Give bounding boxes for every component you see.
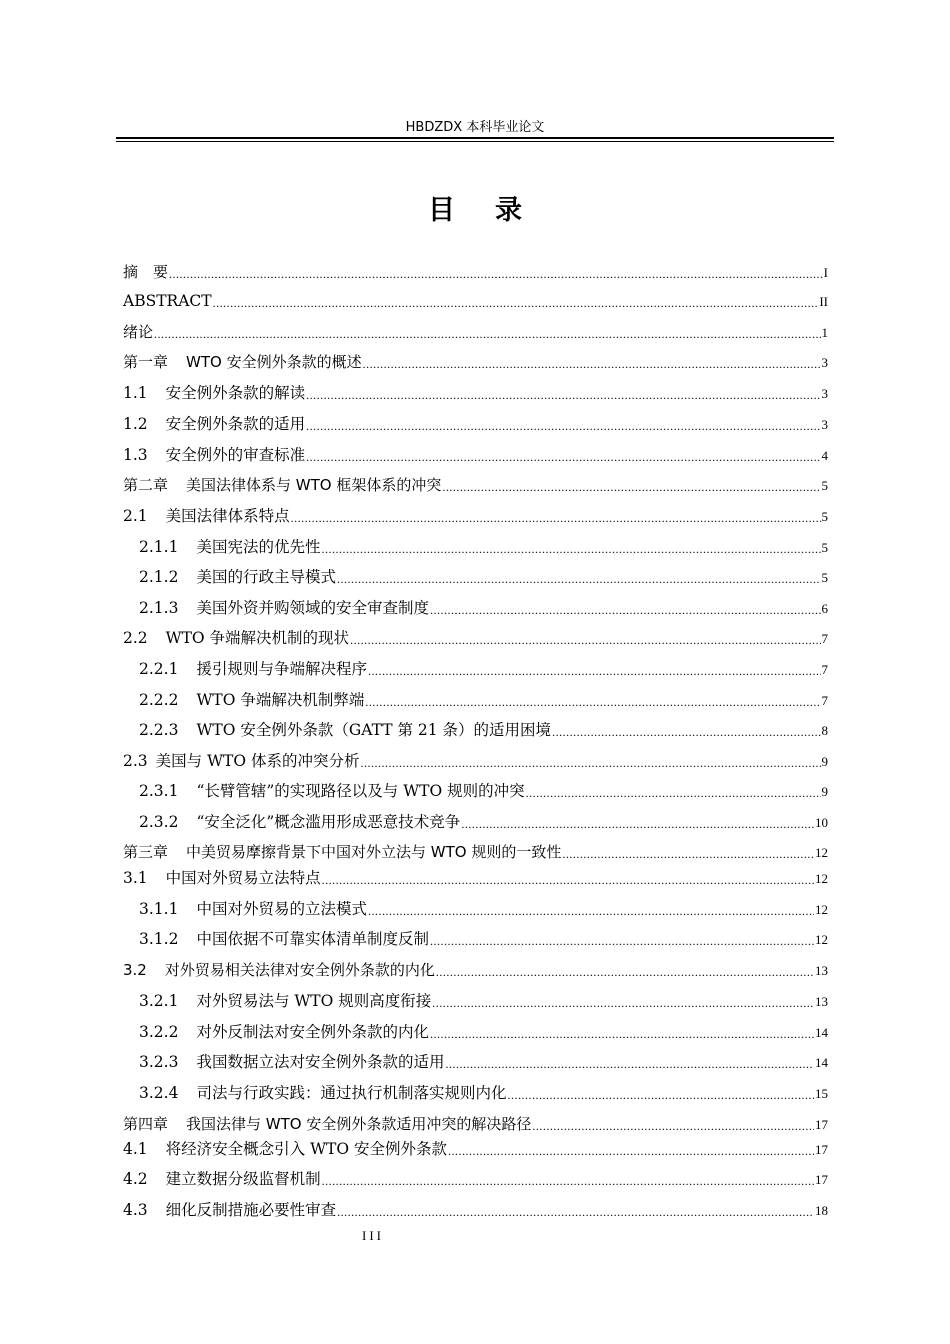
toc-entry[interactable] bbox=[139, 771, 828, 801]
toc-entry-number: 第二章 bbox=[123, 476, 169, 494]
dot-leader bbox=[169, 266, 823, 282]
toc-entry-number: 2.1.1 bbox=[139, 538, 179, 556]
toc-entry-number: 3.1 bbox=[123, 869, 148, 887]
toc-entry-page: 3 bbox=[821, 355, 828, 370]
toc-entry[interactable] bbox=[139, 1012, 828, 1042]
header-rule-thin bbox=[116, 141, 834, 142]
toc-entry-title: WTO 争端解决机制的现状 bbox=[165, 629, 350, 647]
toc-entry-number: 第四章 bbox=[123, 1115, 169, 1133]
toc-entry[interactable] bbox=[139, 1042, 828, 1072]
toc-entry-page: 1 bbox=[821, 325, 828, 340]
toc-entry[interactable] bbox=[123, 496, 828, 526]
toc-entry[interactable] bbox=[139, 981, 828, 1011]
toc-title: 目录 bbox=[428, 195, 562, 226]
dot-leader bbox=[430, 602, 821, 618]
dot-leader bbox=[430, 1026, 814, 1042]
toc-entry-number: 3.2.3 bbox=[139, 1053, 179, 1071]
toc-entry-number: 2.1.3 bbox=[139, 599, 179, 617]
toc-entry[interactable] bbox=[123, 252, 828, 282]
toc-entry[interactable] bbox=[123, 618, 828, 648]
toc-entry-title: 建立数据分级监督机制 bbox=[165, 1170, 321, 1188]
dot-leader bbox=[507, 1087, 814, 1103]
toc-entry[interactable] bbox=[123, 741, 828, 771]
dot-leader bbox=[321, 541, 820, 557]
dot-leader bbox=[430, 933, 814, 949]
toc-entry-page: 5 bbox=[821, 540, 828, 555]
dot-leader bbox=[461, 816, 814, 832]
toc-entry-title: WTO 安全例外条款（GATT 第 21 条）的适用困境 bbox=[196, 721, 552, 739]
header-rule-thick bbox=[116, 137, 834, 139]
toc-entry[interactable] bbox=[139, 557, 828, 587]
dot-leader bbox=[368, 663, 821, 679]
toc-entry[interactable] bbox=[123, 404, 828, 434]
dot-leader bbox=[322, 1173, 814, 1189]
toc-entry-title: 安全例外条款的解读 bbox=[165, 384, 306, 402]
toc-entry[interactable] bbox=[123, 373, 828, 403]
toc-entry-title: 美国的行政主导模式 bbox=[196, 568, 336, 586]
toc-entry-number: 2.2 bbox=[123, 629, 148, 647]
toc-entry[interactable] bbox=[123, 950, 828, 980]
toc-entry-title: 对外贸易相关法律对安全例外条款的内化 bbox=[164, 961, 435, 979]
toc-entry[interactable] bbox=[123, 1190, 828, 1220]
toc-entry-title: 细化反制措施必要性审查 bbox=[165, 1201, 337, 1219]
dot-leader bbox=[154, 326, 820, 342]
toc-entry-page: 17 bbox=[815, 1172, 828, 1187]
toc-entry-title: 将经济安全概念引入 WTO 安全例外条款 bbox=[165, 1140, 447, 1158]
toc-entry[interactable] bbox=[139, 527, 828, 557]
toc-entry-number: 第三章 bbox=[123, 843, 169, 861]
toc-entry-page: 17 bbox=[815, 1142, 828, 1157]
toc-entry-number: 4.1 bbox=[123, 1140, 148, 1158]
toc-entry-number: 2.3.1 bbox=[139, 782, 179, 800]
toc-entry-title: 我国法律与 WTO 安全例外条款适用冲突的解决路径 bbox=[186, 1115, 532, 1133]
dot-leader bbox=[448, 1143, 814, 1159]
toc-entry-number: 绪论 bbox=[123, 323, 154, 341]
dot-leader bbox=[306, 418, 820, 434]
toc-entry[interactable] bbox=[123, 858, 828, 888]
dot-leader bbox=[526, 785, 821, 801]
dot-leader bbox=[445, 1056, 814, 1072]
toc-entry-number: 2.2.1 bbox=[139, 660, 179, 678]
dot-leader bbox=[365, 694, 820, 710]
toc-entry-number: 2.1 bbox=[123, 507, 148, 525]
dot-leader bbox=[291, 510, 821, 526]
toc-entry-title: 美国外资并购领域的安全审查制度 bbox=[196, 599, 429, 617]
toc-entry-number: 摘 要 bbox=[123, 263, 169, 281]
toc-entry-page: 5 bbox=[821, 478, 828, 493]
toc-entry-number: 3.2.4 bbox=[139, 1084, 179, 1102]
toc-entry[interactable] bbox=[123, 465, 828, 495]
toc-entry-page: 12 bbox=[815, 932, 828, 947]
toc-entry-page: 14 bbox=[815, 1055, 828, 1070]
toc-entry-page: 14 bbox=[815, 1025, 828, 1040]
toc-entry[interactable] bbox=[123, 1159, 828, 1189]
toc-entry-page: 3 bbox=[821, 417, 828, 432]
toc-entry-page: 6 bbox=[821, 601, 828, 616]
toc-entry-page: 12 bbox=[815, 845, 828, 860]
toc-entry[interactable] bbox=[123, 281, 828, 311]
toc-entry-title: “安全泛化”概念滥用形成恶意技术竞争 bbox=[196, 813, 461, 831]
toc-entry-page: 5 bbox=[821, 509, 828, 524]
toc-entry-number: 2.3 bbox=[123, 752, 148, 770]
toc-entry[interactable] bbox=[123, 1129, 828, 1159]
toc-entry-number: 2.2.2 bbox=[139, 691, 179, 709]
toc-entry-page: 13 bbox=[815, 963, 828, 978]
toc-entry-number: 1.1 bbox=[123, 384, 148, 402]
toc-entry-number: 3.2.1 bbox=[139, 992, 179, 1010]
toc-entry-number: 2.1.2 bbox=[139, 568, 179, 586]
toc-entry-number: 3.2.2 bbox=[139, 1023, 179, 1041]
toc-entry-number: 3.2 bbox=[123, 961, 147, 979]
dot-leader bbox=[350, 632, 820, 648]
toc-entry-page: 8 bbox=[821, 723, 828, 738]
toc-entry-page: 12 bbox=[815, 902, 828, 917]
toc-entry-title: 美国宪法的优先性 bbox=[196, 538, 321, 556]
toc-entry[interactable] bbox=[139, 919, 828, 949]
dot-leader bbox=[552, 724, 820, 740]
dot-leader bbox=[363, 356, 821, 372]
toc-entry-number: 4.2 bbox=[123, 1170, 148, 1188]
dot-leader bbox=[306, 449, 820, 465]
dot-leader bbox=[432, 995, 814, 1011]
toc-entry-title: 美国法律体系特点 bbox=[165, 507, 290, 525]
toc-entry-number: 3.1.2 bbox=[139, 930, 179, 948]
toc-entry-title: 安全例外条款的适用 bbox=[165, 415, 306, 433]
running-header: HBDZDX 本科毕业论文 bbox=[405, 120, 545, 135]
toc-entry-title: 中国对外贸易立法特点 bbox=[165, 869, 321, 887]
dot-leader bbox=[322, 872, 814, 888]
toc-entry-page: 7 bbox=[821, 662, 828, 677]
toc-entry-title: 我国数据立法对安全例外条款的适用 bbox=[196, 1053, 445, 1071]
toc-entry-page: 7 bbox=[821, 693, 828, 708]
toc-entry[interactable] bbox=[139, 710, 828, 740]
toc-entry-title: 安全例外的审查标准 bbox=[165, 446, 306, 464]
page-number: III bbox=[362, 1228, 384, 1243]
toc-entry[interactable] bbox=[139, 649, 828, 679]
toc-entry-title: 中国依据不可靠实体清单制度反制 bbox=[196, 930, 429, 948]
toc-entry-title: WTO 安全例外条款的概述 bbox=[186, 353, 362, 371]
toc-entry-page: 17 bbox=[815, 1117, 828, 1132]
toc-entry-title: 美国与 WTO 体系的冲突分析 bbox=[155, 752, 360, 770]
toc-entry[interactable] bbox=[123, 435, 828, 465]
toc-entry-page: 9 bbox=[821, 784, 828, 799]
dot-leader bbox=[436, 964, 814, 980]
toc-entry-number: ABSTRACT bbox=[123, 292, 212, 310]
dot-leader bbox=[368, 903, 814, 919]
toc-entry-page: 4 bbox=[821, 448, 828, 463]
toc-entry-number: 3.1.1 bbox=[139, 900, 179, 918]
toc-entry[interactable] bbox=[123, 312, 828, 342]
toc-entry-page: 15 bbox=[815, 1086, 828, 1101]
toc-entry-number: 1.2 bbox=[123, 415, 148, 433]
toc-entry-title: 中国对外贸易的立法模式 bbox=[196, 900, 367, 918]
toc-entry-page: 7 bbox=[821, 631, 828, 646]
dot-leader bbox=[306, 387, 820, 403]
toc-entry-page: 12 bbox=[815, 871, 828, 886]
toc-entry-title: 对外贸易法与 WTO 规则高度衔接 bbox=[196, 992, 432, 1010]
toc-entry-title: 中美贸易摩擦背景下中国对外立法与 WTO 规则的一致性 bbox=[186, 843, 562, 861]
toc-entry[interactable] bbox=[139, 588, 828, 618]
toc-entry-page: 13 bbox=[815, 994, 828, 1009]
toc-entry-number: 2.2.3 bbox=[139, 721, 179, 739]
toc-entry-page: 3 bbox=[821, 386, 828, 401]
toc-entry[interactable] bbox=[123, 342, 828, 372]
toc-entry-number: 2.3.2 bbox=[139, 813, 179, 831]
toc-entry[interactable] bbox=[139, 802, 828, 832]
dot-leader bbox=[361, 755, 821, 771]
dot-leader bbox=[442, 479, 820, 495]
toc-entry-title: 美国法律体系与 WTO 框架体系的冲突 bbox=[186, 476, 442, 494]
toc-entry-page: I bbox=[823, 265, 828, 280]
toc-entry-title: “长臂管辖”的实现路径以及与 WTO 规则的冲突 bbox=[196, 782, 525, 800]
toc-entry-number: 1.3 bbox=[123, 446, 148, 464]
toc-entry-title: WTO 争端解决机制弊端 bbox=[196, 691, 365, 709]
dot-leader bbox=[337, 571, 821, 587]
toc-entry-number: 第一章 bbox=[123, 353, 169, 371]
toc-entry-page: 10 bbox=[815, 815, 828, 830]
toc-entry[interactable] bbox=[139, 1073, 828, 1103]
toc-entry-page: 18 bbox=[815, 1203, 828, 1218]
toc-entry[interactable] bbox=[139, 680, 828, 710]
toc-entry[interactable] bbox=[139, 889, 828, 919]
toc-entry-page: 9 bbox=[821, 754, 828, 769]
toc-entry-title: 对外反制法对安全例外条款的内化 bbox=[196, 1023, 429, 1041]
toc-entry-page: II bbox=[819, 294, 828, 309]
dot-leader bbox=[213, 295, 819, 311]
toc-entry-page: 5 bbox=[821, 570, 828, 585]
toc-entry-number: 4.3 bbox=[123, 1201, 148, 1219]
toc-entry-title: 司法与行政实践：通过执行机制落实规则内化 bbox=[196, 1084, 507, 1102]
toc-entry-title: 援引规则与争端解决程序 bbox=[196, 660, 367, 678]
dot-leader bbox=[337, 1204, 814, 1220]
